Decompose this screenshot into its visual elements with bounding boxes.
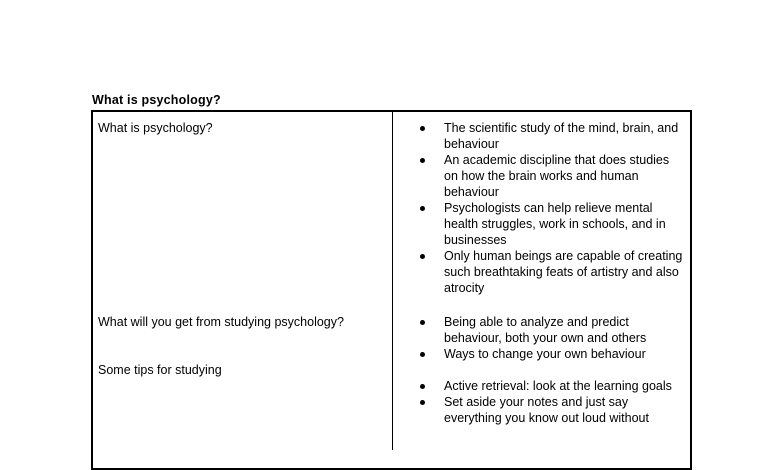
list-item: Active retrieval: look at the learning goals bbox=[420, 378, 686, 394]
list-item: Only human beings are capable of creating such breathtaking feats of artistry and also atrocity bbox=[420, 248, 686, 296]
answer-list-studying-benefits bbox=[420, 314, 686, 362]
bullet-icon bbox=[420, 320, 425, 325]
question-studying-benefits: What will you get from studying psychology? bbox=[98, 315, 344, 329]
question-study-tips: Some tips for studying bbox=[98, 363, 222, 377]
list-item: The scientific study of the mind, brain, and behaviour bbox=[420, 120, 686, 152]
list-item: Psychologists can help relieve mental health struggles, work in schools, and in businesses bbox=[420, 200, 686, 248]
bullet-icon bbox=[420, 126, 425, 131]
column-divider bbox=[392, 110, 393, 450]
list-item: An academic discipline that does studies on how the brain works and human behaviour bbox=[420, 152, 686, 200]
page-heading: What is psychology? bbox=[92, 93, 221, 107]
question-what-is-psychology: What is psychology? bbox=[98, 121, 213, 135]
bullet-icon bbox=[420, 206, 425, 211]
list-item: Set aside your notes and just say everything you know out loud without bbox=[420, 394, 686, 426]
bullet-icon bbox=[420, 384, 425, 389]
list-item: Being able to analyze and predict behaviour, both your own and others bbox=[420, 314, 686, 346]
list-item: Ways to change your own behaviour bbox=[420, 346, 686, 362]
bullet-icon bbox=[420, 254, 425, 259]
bullet-icon bbox=[420, 352, 425, 357]
bullet-icon bbox=[420, 400, 425, 405]
answer-list-what-is-psychology bbox=[420, 120, 686, 296]
answer-list-study-tips bbox=[420, 378, 686, 426]
bullet-icon bbox=[420, 158, 425, 163]
